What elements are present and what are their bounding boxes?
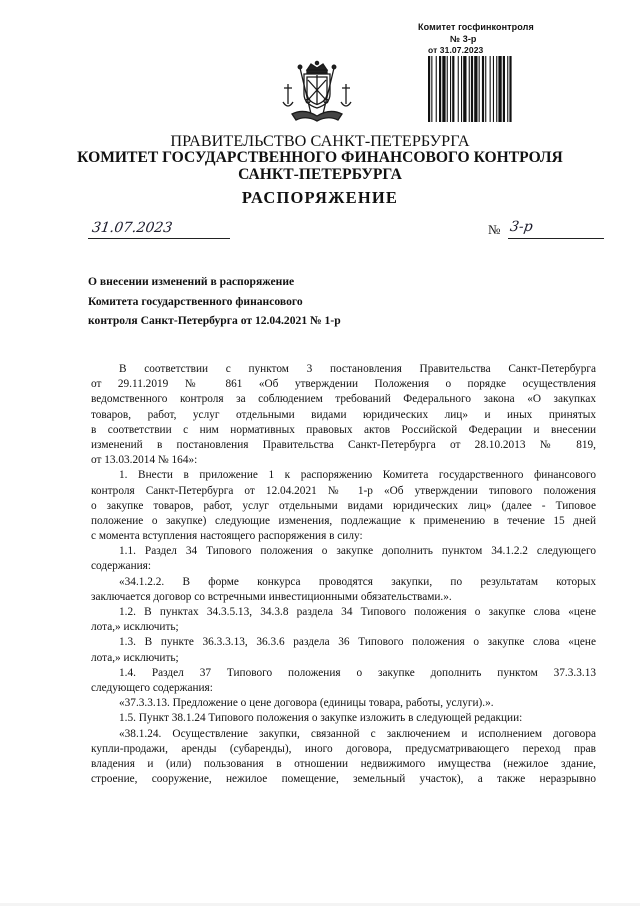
government-name: ПРАВИТЕЛЬСТВО САНКТ-ПЕТЕРБУРГА xyxy=(170,132,470,150)
body-line: лота,» исключить; xyxy=(91,621,179,634)
handwritten-number: 3-р xyxy=(508,219,534,235)
body-line: от 29.11.2019 № 861 «Об утверждении Положения о порядке осуществления xyxy=(91,378,596,391)
subject-line: Комитета государственного финансового xyxy=(88,294,303,308)
body-line: «38.1.24. Осуществление закупки, связанной с заключением и исполнением договора xyxy=(119,727,596,740)
barcode-bar xyxy=(450,56,451,122)
body-line: с момента вступления настоящего распоряжения в силу: xyxy=(91,530,363,543)
barcode-bar xyxy=(436,56,437,122)
handwritten-date: 31.07.2023 xyxy=(90,220,174,236)
barcode-bar xyxy=(482,56,484,122)
barcode-bar xyxy=(509,56,511,122)
body-line: лота,» исключить; xyxy=(91,651,179,664)
body-line: 1.5. Пункт 38.1.24 Типового положения о закупке изложить в следующей редакции: xyxy=(119,712,523,725)
body-line: в соответствии с ним нормативных правовых актов Российской Федерации и внесении xyxy=(91,423,596,436)
barcode-bar xyxy=(452,56,454,122)
barcode-bar xyxy=(485,56,486,122)
date-underline xyxy=(88,238,230,239)
stamp-date: от 31.07.2023 xyxy=(428,45,484,55)
coat-of-arms-icon xyxy=(278,60,356,124)
barcode-bar xyxy=(490,56,491,122)
subject-line: контроля Санкт-Петербурга от 12.04.2021 № 1-р xyxy=(88,314,341,327)
barcode-bar xyxy=(442,56,445,122)
barcode-bar xyxy=(493,56,494,122)
body-line: 1.2. В пунктах 34.3.5.13, 34.3.8 раздела 34 Типового положения о закупке слова «цене xyxy=(119,606,596,618)
barcode-bar xyxy=(447,56,448,122)
body-line: 1.3. В пункте 36.3.3.13, 36.3.6 раздела 36 Типового положения о закупке слова «цене xyxy=(119,636,596,649)
barcode-bar xyxy=(461,56,462,122)
barcode-bar xyxy=(496,56,497,122)
body-line: изменений в постановления Правительства Санкт-Петербурга от 28.10.2013 № 819, xyxy=(91,438,596,451)
number-sign: № xyxy=(488,222,501,237)
barcode-bar xyxy=(439,56,441,122)
barcode-bar xyxy=(479,56,480,122)
subject-line: О внесении изменений в распоряжение xyxy=(88,275,295,288)
body-line: купли-продажи, аренды (субаренды), иного договора, предусматривающего переход прав xyxy=(91,742,596,755)
body-line: заключается договор со встречными инвестиционными обязательствами.». xyxy=(91,590,452,603)
body-line: 1. Внести в приложение 1 к распоряжению Комитета государственного финансового xyxy=(119,469,596,482)
body-line: положение о закупке) следующие изменения, подлежащие к применению в течение 15 дней xyxy=(91,514,596,527)
body-line: владения и (или) пользования в отношении недвижимого имущества (нежилое здание, xyxy=(91,757,596,770)
document-subject xyxy=(88,272,448,331)
body-line: В соответствии с пунктом 3 постановления Правительства Санкт-Петербурга xyxy=(119,363,596,375)
body-line: 1.4. Раздел 37 Типового положения о закупке дополнить пунктом 37.3.3.13 xyxy=(119,666,596,679)
body-line: 1.1. Раздел 34 Типового положения о закупке дополнить пунктом 34.1.2.2 следующего xyxy=(119,545,596,558)
document-body xyxy=(91,362,596,787)
barcode-bar xyxy=(507,56,508,122)
body-line: товаров, работ, услуг отдельными видами юридических лиц» и иных принятых xyxy=(91,408,596,421)
number-underline xyxy=(508,238,604,239)
body-line: от 13.03.2014 № 164»: xyxy=(91,454,198,467)
body-line: строение, сооружение, нежилое помещение, земельный участок), а также неразрывно xyxy=(91,773,596,786)
body-line: ведомственного контроля за соблюдением требований Федерального закона «О закупках xyxy=(91,393,596,406)
body-line: о закупке товаров, работ, услуг отдельными видами юридических лиц» (далее - Типовое xyxy=(91,499,596,512)
barcode-bar xyxy=(469,56,470,122)
barcode-bar xyxy=(498,56,501,122)
stamp-title: Комитет госфинконтроля xyxy=(418,22,534,32)
stamp-number: № 3-р xyxy=(450,34,477,44)
body-line: «37.3.3.13. Предложение о цене договора (единицы товара, работы, услуги).». xyxy=(119,697,494,710)
body-line: следующего содержания: xyxy=(91,681,213,694)
barcode-bar xyxy=(471,56,473,122)
committee-city: САНКТ-ПЕТЕРБУРГА xyxy=(238,166,402,183)
body-line: контроля Санкт-Петербурга от 12.04.2021 № 1-р «Об утверждении типового положения xyxy=(91,484,596,497)
barcode-bar xyxy=(503,56,505,122)
barcode-bar xyxy=(463,56,466,122)
body-line: «34.1.2.2. В форме конкурса проводятся закупки, по результатам которых xyxy=(119,575,596,588)
barcode-bar xyxy=(458,56,459,122)
barcode-bar xyxy=(428,56,430,122)
body-line: содержания: xyxy=(91,560,151,573)
barcode-bar xyxy=(474,56,477,122)
document-type: РАСПОРЯЖЕНИЕ xyxy=(241,188,399,207)
barcode-bar xyxy=(431,56,432,122)
barcode-icon xyxy=(428,56,526,122)
committee-name: КОМИТЕТ ГОСУДАРСТВЕННОГО ФИНАНСОВОГО КОНТРОЛЯ xyxy=(77,149,563,166)
